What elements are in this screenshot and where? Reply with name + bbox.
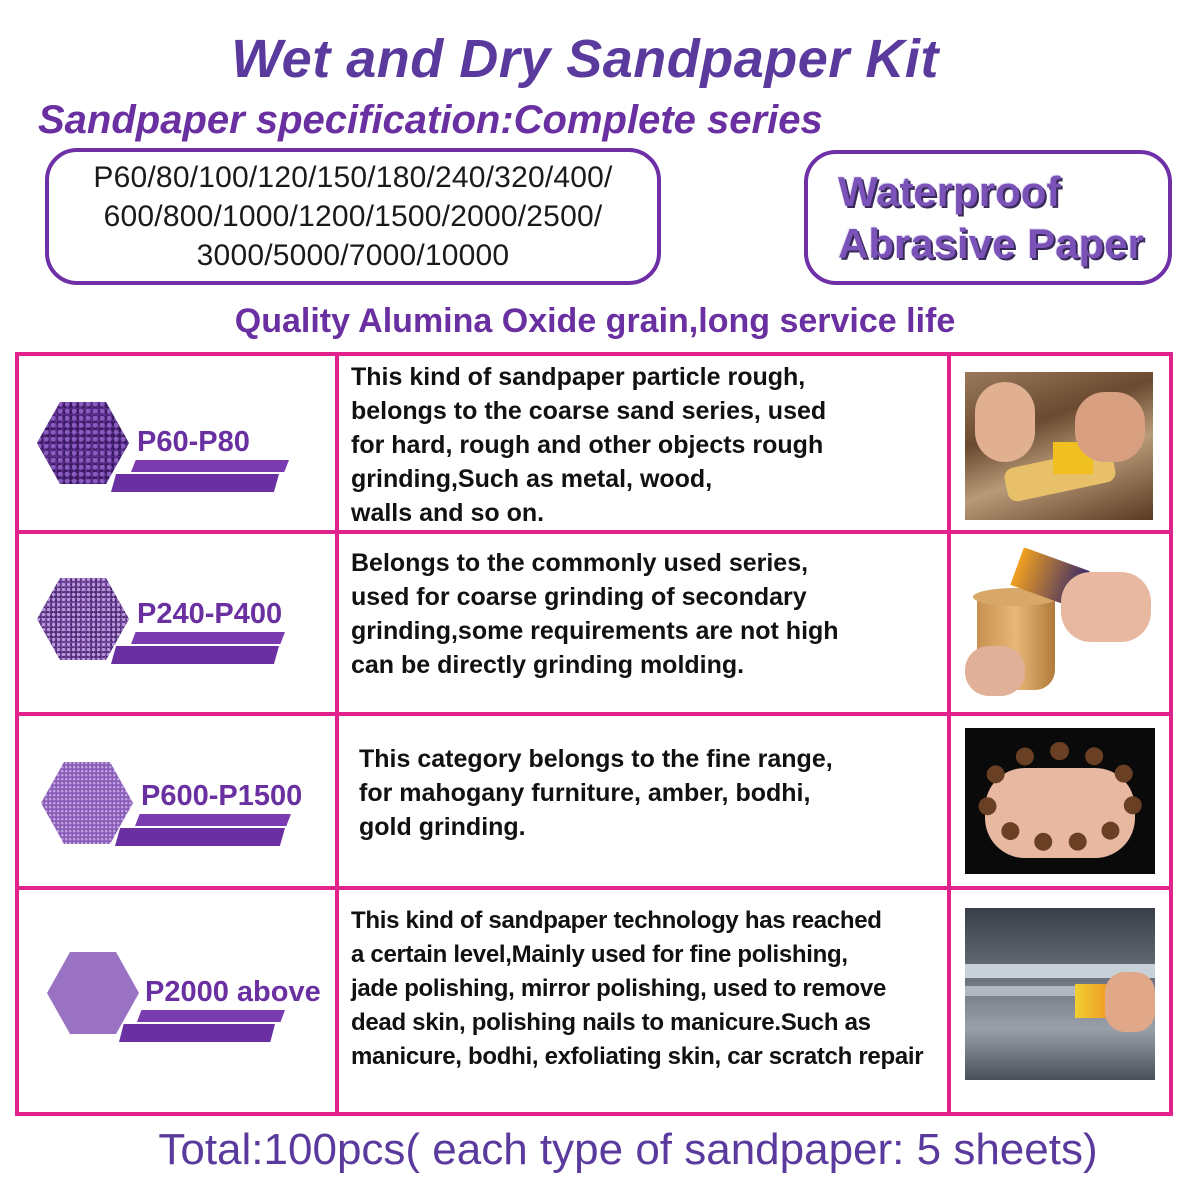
sanding-wooden-cup-photo bbox=[965, 548, 1155, 700]
description-cell bbox=[339, 356, 947, 530]
grade-table bbox=[15, 352, 1173, 1116]
car-scratch-repair-photo bbox=[965, 908, 1155, 1080]
decor-stripe bbox=[111, 474, 279, 492]
description-cell bbox=[339, 534, 947, 712]
description-cell bbox=[339, 890, 947, 1112]
decor-stripe bbox=[115, 828, 285, 846]
decor-stripe bbox=[131, 632, 285, 644]
grade-cell bbox=[19, 356, 335, 530]
total-footer: Total:100pcs( each type of sandpaper: 5 sheets) bbox=[158, 1125, 1098, 1174]
description-cell bbox=[339, 716, 947, 886]
image-cell bbox=[951, 356, 1169, 530]
decor-stripe bbox=[119, 1024, 275, 1042]
image-cell bbox=[951, 534, 1169, 712]
grit-hexagon-icon bbox=[37, 402, 129, 484]
grit-hexagon-icon bbox=[37, 578, 129, 660]
description-text: This category belongs to the fine range, for mahogany furniture, amber, bodhi, gold grinding. bbox=[359, 745, 833, 841]
table-row bbox=[19, 890, 1169, 1112]
grade-label: P240-P400 bbox=[137, 598, 283, 630]
description-text: This kind of sandpaper particle rough, belongs to the coarse sand series, used for hard, rough and other objects rough grinding,Such as metal, wood, walls and so on. bbox=[351, 363, 827, 527]
image-cell bbox=[951, 716, 1169, 886]
grit-line: P60/80/100/120/150/180/240/320/400/ bbox=[93, 161, 613, 194]
grade-cell bbox=[19, 534, 335, 712]
description-text: This kind of sandpaper technology has reached a certain level,Mainly used for fine polishing, jade polishing, mirror polishing, used to remove dead skin, polishing nails to manicure.Such as manicure, bodhi, exfoliating skin, car scratch repair bbox=[351, 907, 924, 1070]
hands-sanding-wood-photo bbox=[965, 372, 1153, 520]
table-row bbox=[19, 534, 1169, 716]
decor-stripe bbox=[137, 1010, 285, 1022]
badge-line: Waterproof bbox=[838, 167, 1061, 215]
waterproof-badge bbox=[804, 150, 1172, 285]
grit-line: 3000/5000/7000/10000 bbox=[196, 239, 510, 272]
grade-cell bbox=[19, 890, 335, 1112]
page-title: Wet and Dry Sandpaper Kit bbox=[231, 29, 939, 89]
decor-stripe bbox=[131, 460, 289, 472]
grit-line: 600/800/1000/1200/1500/2000/2500/ bbox=[103, 200, 603, 233]
grit-hexagon-icon bbox=[47, 952, 139, 1034]
grade-label: P600-P1500 bbox=[141, 780, 303, 812]
grit-list-box bbox=[45, 148, 661, 285]
decor-stripe bbox=[135, 814, 291, 826]
table-row bbox=[19, 356, 1169, 534]
quality-tagline: Quality Alumina Oxide grain,long service life bbox=[234, 302, 956, 340]
grade-label: P60-P80 bbox=[137, 426, 250, 458]
badge-line: Abrasive Paper bbox=[838, 219, 1144, 267]
spec-subtitle: Sandpaper specification:Complete series bbox=[38, 98, 823, 142]
image-cell bbox=[951, 890, 1169, 1112]
bead-bracelet-photo bbox=[965, 728, 1155, 874]
description-text: Belongs to the commonly used series, used for coarse grinding of secondary grinding,some requirements are not high can be directly grinding molding. bbox=[351, 549, 839, 679]
grade-cell bbox=[19, 716, 335, 886]
decor-stripe bbox=[111, 646, 279, 664]
table-row bbox=[19, 716, 1169, 890]
grade-label: P2000 above bbox=[145, 976, 321, 1008]
